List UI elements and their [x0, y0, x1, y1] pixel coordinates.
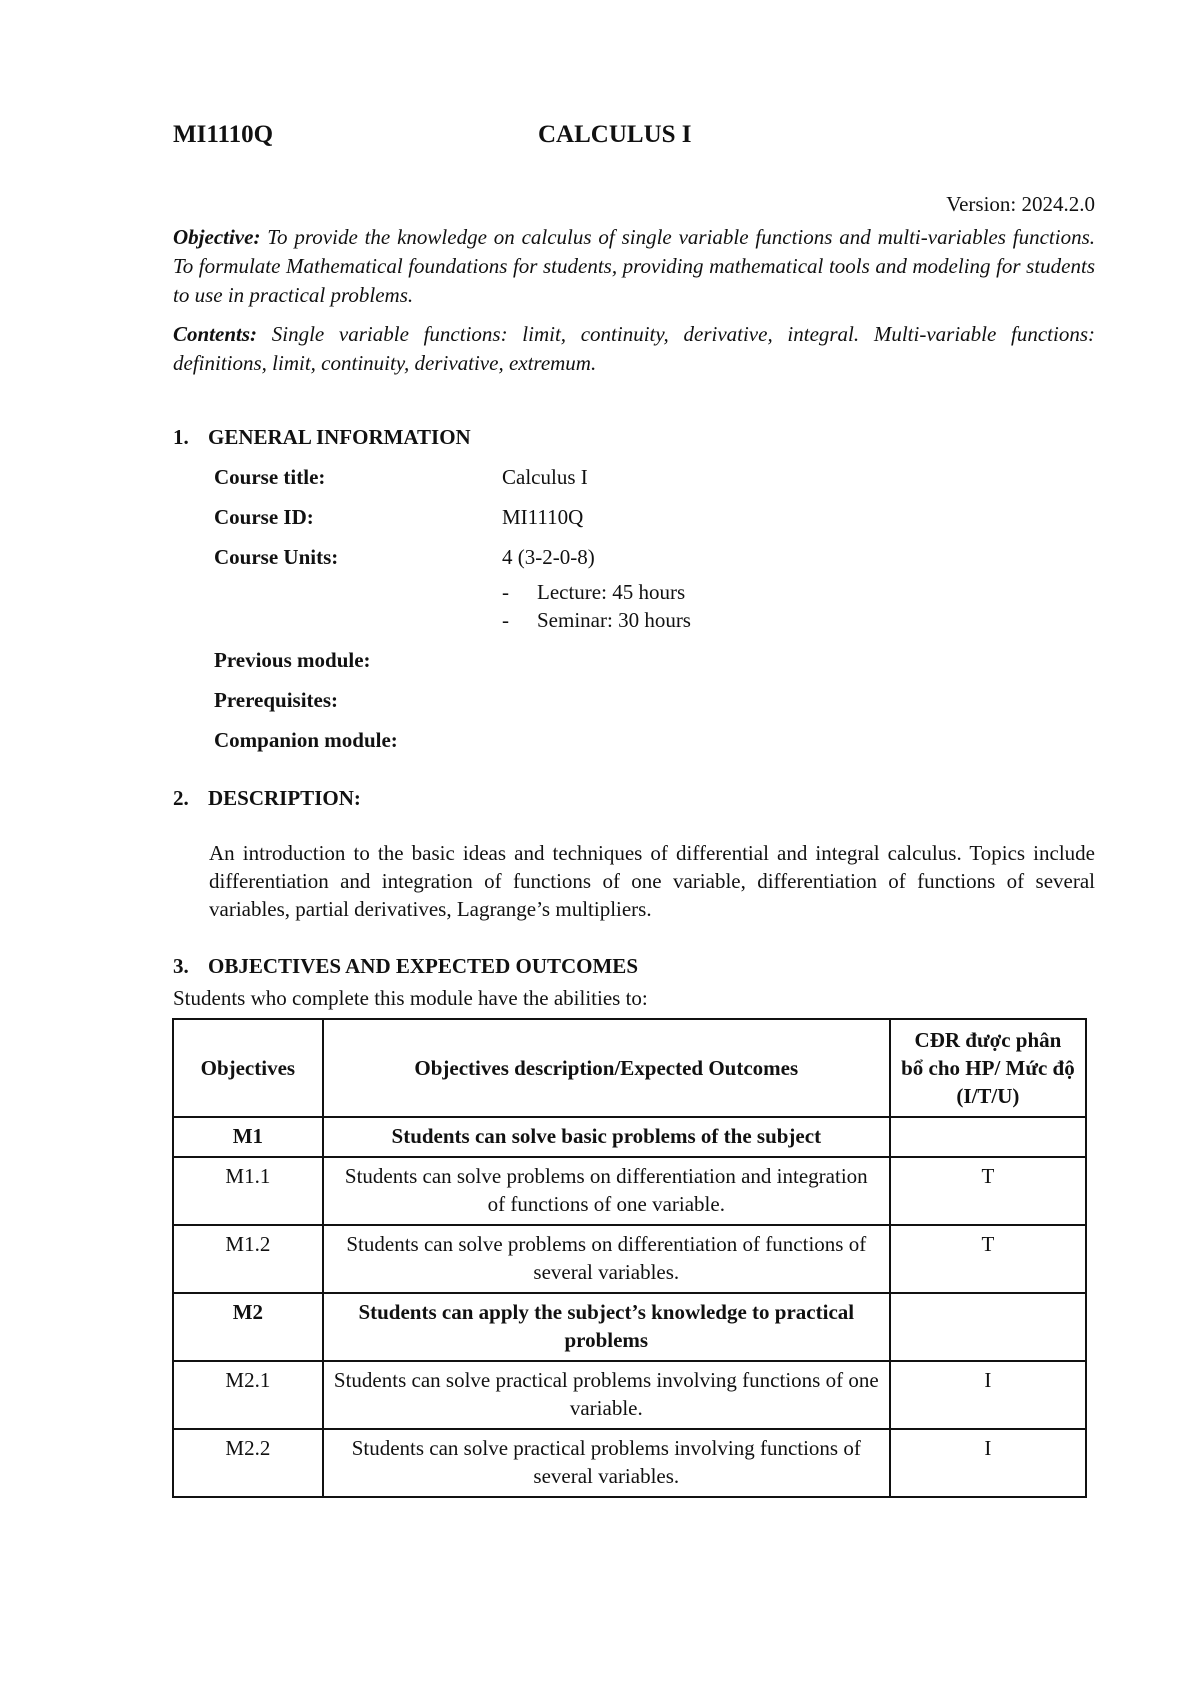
lecture-hours: Lecture: 45 hours	[537, 580, 686, 604]
course-code-heading: MI1110Q	[173, 121, 274, 148]
objective-level	[890, 1117, 1086, 1157]
header-level: CĐR được phân bổ cho HP/ Mức độ (I/T/U)	[890, 1019, 1086, 1117]
bullet-marker: -	[502, 580, 509, 604]
objectives-table	[172, 1018, 1087, 1498]
table-row	[173, 1225, 1086, 1293]
objectives-intro: Students who complete this module have the abilities to:	[173, 986, 648, 1010]
contents-paragraph	[173, 320, 1095, 378]
section-3-number: 3.	[173, 954, 189, 978]
section-1-title: GENERAL INFORMATION	[208, 425, 471, 449]
seminar-hours: Seminar: 30 hours	[537, 608, 691, 632]
objective-id: M1	[173, 1117, 323, 1157]
objective-id: M2.1	[173, 1361, 323, 1429]
objective-label: Objective:	[173, 225, 261, 249]
prerequisites-label: Prerequisites:	[214, 688, 339, 712]
header-description: Objectives description/Expected Outcomes	[323, 1019, 890, 1117]
bullet-marker: -	[502, 608, 509, 632]
objective-id: M1.2	[173, 1225, 323, 1293]
companion-module-label: Companion module:	[214, 728, 398, 752]
section-3-heading	[173, 954, 638, 979]
table-row	[173, 1157, 1086, 1225]
section-1-number: 1.	[173, 425, 189, 449]
objective-desc: Students can solve problems on differentiation of functions of several variables.	[323, 1225, 890, 1293]
previous-module-label: Previous module:	[214, 648, 371, 672]
course-title-value: Calculus I	[502, 465, 588, 489]
objective-level: I	[890, 1429, 1086, 1497]
version-label: Version: 2024.2.0	[946, 192, 1095, 216]
table-row	[173, 1429, 1086, 1497]
section-1-heading	[173, 425, 471, 450]
section-2-title: DESCRIPTION:	[208, 786, 361, 810]
section-2-heading	[173, 786, 361, 811]
table-row	[173, 1117, 1086, 1157]
section-2-number: 2.	[173, 786, 189, 810]
objective-desc: Students can solve practical problems involving functions of several variables.	[323, 1429, 890, 1497]
seminar-bullet	[502, 608, 691, 633]
section-3-title: OBJECTIVES AND EXPECTED OUTCOMES	[208, 954, 638, 978]
course-id-value: MI1110Q	[502, 505, 584, 529]
objective-id: M2	[173, 1293, 323, 1361]
objective-id: M1.1	[173, 1157, 323, 1225]
contents-label: Contents:	[173, 322, 258, 346]
objective-desc: Students can solve practical problems involving functions of one variable.	[323, 1361, 890, 1429]
objective-text: To provide the knowledge on calculus of single variable functions and multi-variables functions. To formulate Mathematical foundations for students, providing mathematical tools and modeling for students to use in practical problems.	[173, 225, 1095, 307]
course-units-label: Course Units:	[214, 545, 339, 569]
course-title-label: Course title:	[214, 465, 326, 489]
objective-desc: Students can apply the subject’s knowledge to practical problems	[323, 1293, 890, 1361]
contents-text: Single variable functions: limit, continuity, derivative, integral. Multi-variable functions: definitions, limit, continuity, derivative, extremum.	[173, 322, 1095, 375]
objective-level: I	[890, 1361, 1086, 1429]
course-id-label: Course ID:	[214, 505, 314, 529]
objective-desc: Students can solve basic problems of the subject	[323, 1117, 890, 1157]
objective-paragraph	[173, 223, 1095, 310]
objective-level: T	[890, 1225, 1086, 1293]
lecture-bullet	[502, 580, 685, 605]
objective-id: M2.2	[173, 1429, 323, 1497]
course-title-heading: CALCULUS I	[538, 121, 692, 148]
table-row	[173, 1293, 1086, 1361]
table-header-row	[173, 1019, 1086, 1117]
objective-level	[890, 1293, 1086, 1361]
objective-desc: Students can solve problems on differentiation and integration of functions of one variable.	[323, 1157, 890, 1225]
table-row	[173, 1361, 1086, 1429]
course-units-value: 4 (3-2-0-8)	[502, 545, 595, 569]
objective-level: T	[890, 1157, 1086, 1225]
description-text: An introduction to the basic ideas and techniques of differential and integral calculus. Topics include differentiation and integration of functions of one variable, differentiation of functions of several variables, partial derivatives, Lagrange’s multipliers.	[209, 841, 1095, 921]
header-objectives: Objectives	[173, 1019, 323, 1117]
